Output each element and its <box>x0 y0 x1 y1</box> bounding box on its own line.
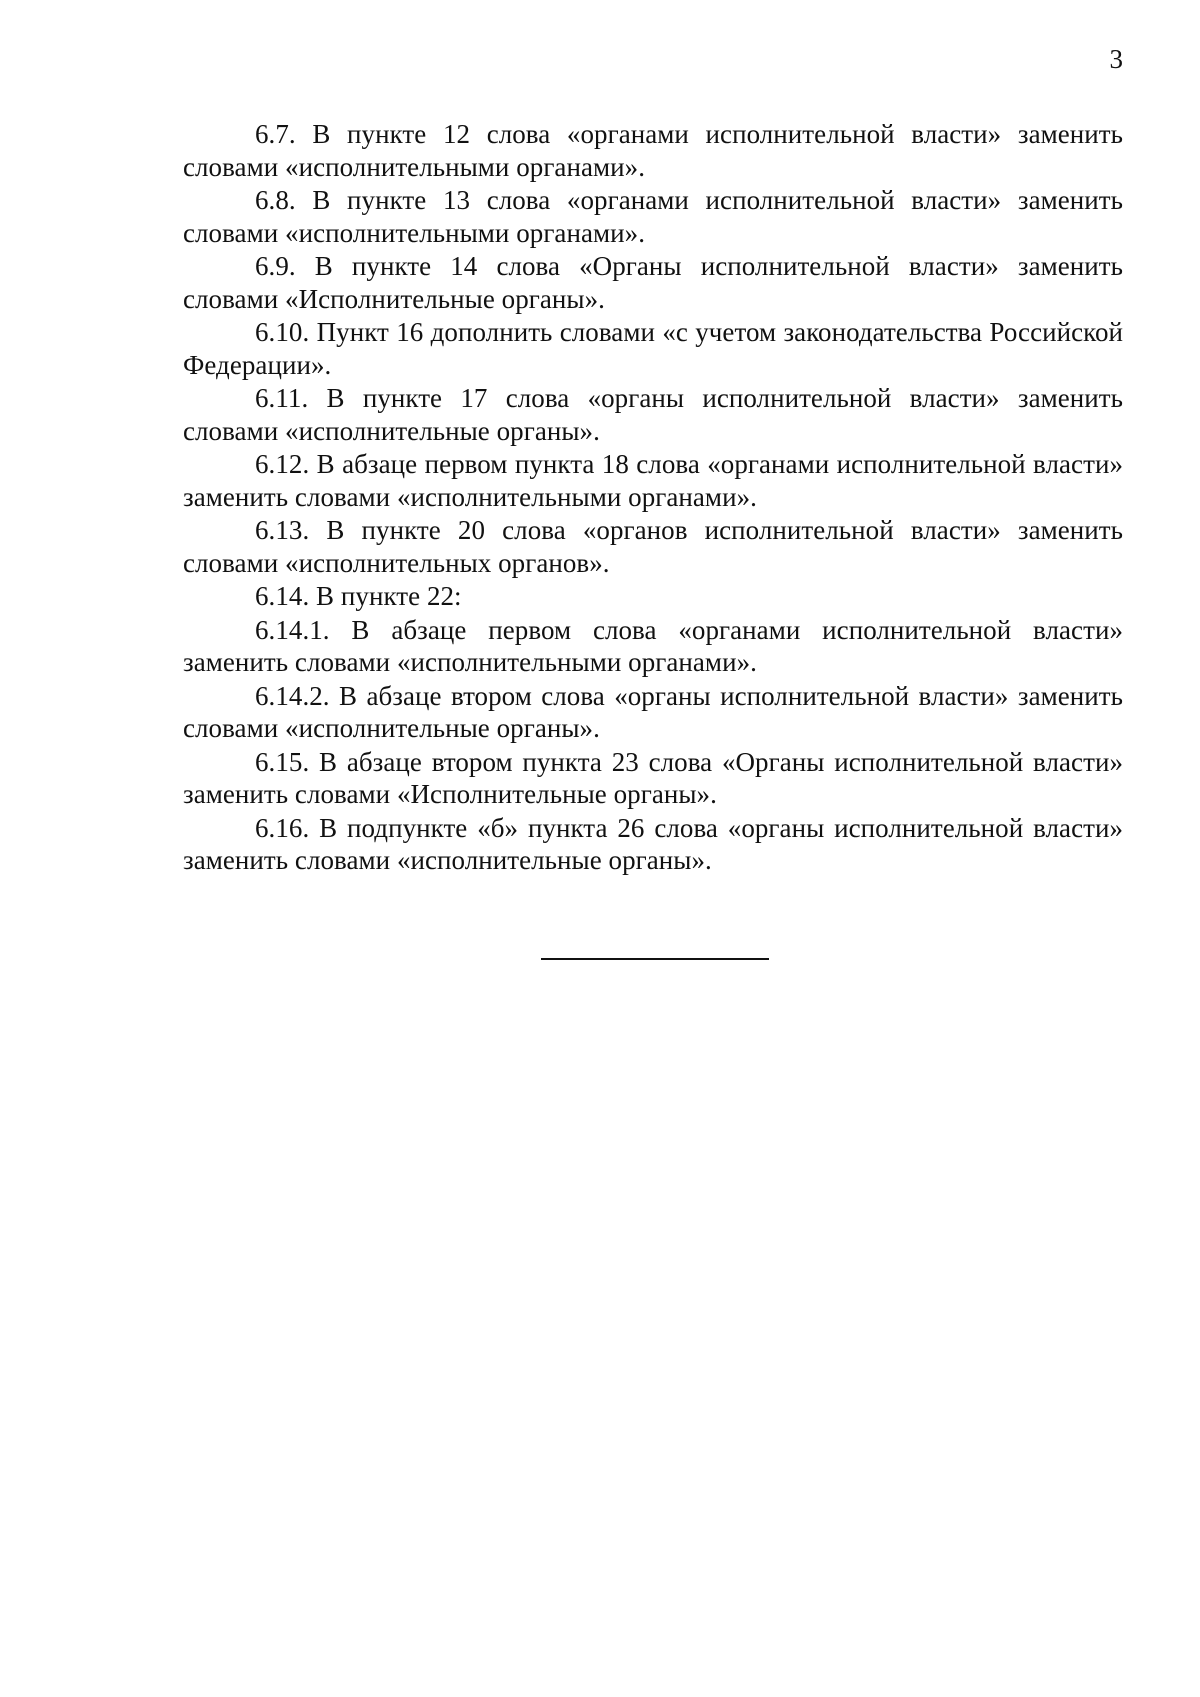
paragraph-6-14: 6.14. В пункте 22: <box>255 581 462 611</box>
end-of-document-rule <box>541 958 769 960</box>
paragraph-6-16: 6.16. В подпункте «б» пункта 26 слова «органы исполнительной власти» заменить словами «исполнительные органы». <box>183 812 1123 875</box>
paragraph-6-8: 6.8. В пункте 13 слова «органами исполнительной власти» заменить словами «исполнительными органами». <box>183 185 1123 248</box>
paragraph-6-11: 6.11. В пункте 17 слова «органы исполнительной власти» заменить словами «исполнительные органы». <box>183 383 1123 446</box>
paragraph-6-15: 6.15. В абзаце втором пункта 23 слова «Органы исполнительной власти» заменить словами «Исполнительные органы». <box>183 746 1123 809</box>
page-number: 3 <box>1109 44 1123 74</box>
document-body <box>183 118 1123 878</box>
paragraph-6-14-2: 6.14.2. В абзаце втором слова «органы исполнительной власти» заменить словами «исполнительные органы». <box>183 680 1123 743</box>
paragraph-6-7: 6.7. В пункте 12 слова «органами исполнительной власти» заменить словами «исполнительными органами». <box>183 119 1123 182</box>
paragraph-6-13: 6.13. В пункте 20 слова «органов исполнительной власти» заменить словами «исполнительных органов». <box>183 515 1123 578</box>
paragraph-6-9: 6.9. В пункте 14 слова «Органы исполнительной власти» заменить словами «Исполнительные органы». <box>183 251 1123 314</box>
paragraph-6-12: 6.12. В абзаце первом пункта 18 слова «органами исполнительной власти» заменить словами «исполнительными органами». <box>183 449 1123 512</box>
paragraph-6-10: 6.10. Пункт 16 дополнить словами «с учетом законодательства Российской Федерации». <box>183 317 1123 380</box>
paragraph-6-14-1: 6.14.1. В абзаце первом слова «органами исполнительной власти» заменить словами «исполнительными органами». <box>183 614 1123 677</box>
